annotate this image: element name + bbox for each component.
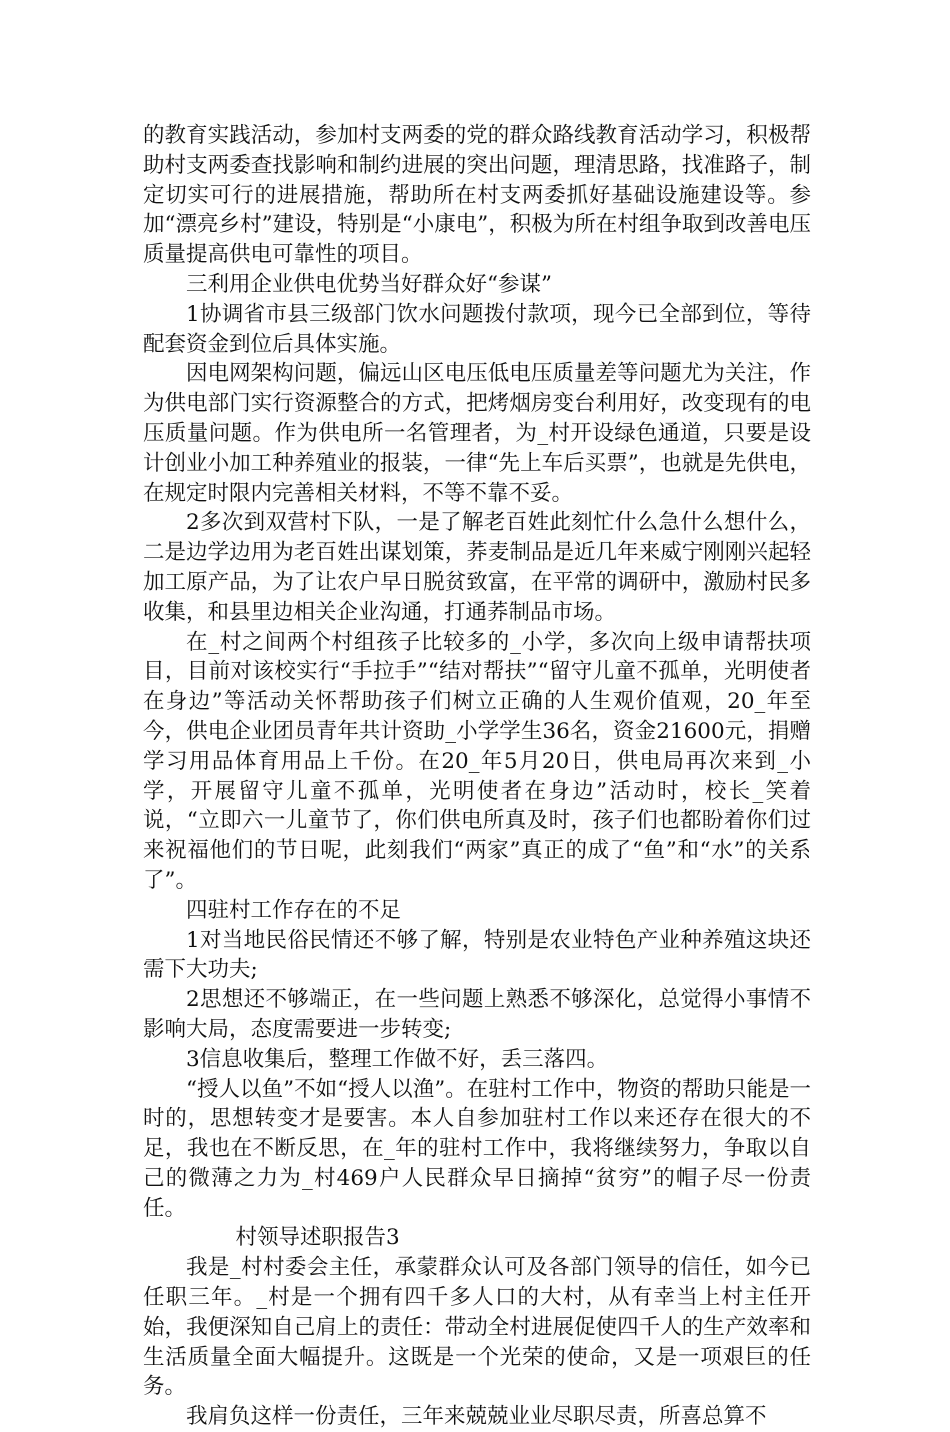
paragraph-continuation: 的教育实践活动，参加村支两委的党的群众路线教育活动学习，积极帮助村支两委查找影响和制约进展的突出问题，理清思路，找准路子，制定切实可行的进展措施，帮助所在村支两委抓好基础设施建设等。参加“漂亮乡村”建设，特别是“小康电”，积极为所在村组争取到改善电压质量提高供电可靠性的项目。: [143, 123, 811, 268]
paragraph-report-intro: 我是_村村委会主任，承蒙群众认可及各部门领导的信任，如今已任职三年。_村是一个拥有四千多人口的大村，从有幸当上村主任开始，我便深知自己肩上的责任：带动全村进展促使四千人的生产效率和生活质量全面大幅提升。这既是一个光荣的使命，又是一项艰巨的任务。: [143, 1255, 811, 1400]
section-heading-4: 四驻村工作存在的不足: [186, 897, 402, 923]
paragraph-grid-structure: 因电网架构问题，偏远山区电压低电压质量差等问题尤为关注，作为供电部门实行资源整合的方式，把烤烟房变台利用好，改变现有的电压质量问题。作为供电所一名管理者，为_村开设绿色通道，只要是设计创业小加工种养殖业的报装，一律“先上车后买票”，也就是先供电，在规定时限内完善相关材料，不等不靠不妥。: [143, 361, 811, 506]
paragraph-item-1: 1协调省市县三级部门饮水问题拨付款项，现今已全部到位，等待配套资金到位后具体实施。: [143, 301, 811, 357]
section-heading-3: 三利用企业供电优势当好群众好“参谋”: [186, 271, 552, 297]
paragraph-report-continued: 我肩负这样一份责任，三年来兢兢业业尽职尽责，所喜总算不: [186, 1404, 767, 1430]
report-title: 村领导述职报告3: [235, 1225, 400, 1251]
paragraph-shortcoming-2: 2思想还不够端正，在一些问题上熟悉不够深化，总觉得小事情不影响大局，态度需要进一步转变;: [143, 987, 811, 1042]
paragraph-shortcoming-1: 1对当地民俗民情还不够了解，特别是农业特色产业种养殖这块还需下大功夫;: [143, 927, 811, 983]
paragraph-item-2: 2多次到双营村下队，一是了解老百姓此刻忙什么急什么想什么，二是边学边用为老百姓出谋划策，荞麦制品是近几年来威宁刚刚兴起轻加工原产品，为了让农户早日脱贫致富，在平常的调研中，激励村民多收集，和县里边相关企业沟通，打通荞制品市场。: [143, 510, 811, 625]
paragraph-school-support: 在_村之间两个村组孩子比较多的_小学，多次向上级申请帮扶项目，目前对该校实行“手拉手”“结对帮扶”“留守儿童不孤单，光明使者在身边”等活动关怀帮助孩子们树立正确的人生观价值观，20_年至今，供电企业团员青年共计资助_小学学生36名，资金21600元，捐赠学习用品体育用品上千份。在20_年5月20日，供电局再次来到_小学，开展留守儿童不孤单，光明使者在身边”活动时，校长_笑着说，“立即六一儿童节了，你们供电所真及时，孩子们也都盼着你们过来祝福他们的节日呢，此刻我们“两家”真正的成了“鱼”和“水”的关系了”。: [143, 629, 811, 893]
paragraph-conclusion: “授人以鱼”不如“授人以渔”。在驻村工作中，物资的帮助只能是一时的，思想转变才是要害。本人自参加驻村工作以来还存在很大的不足，我也在不断反思，在_年的驻村工作中，我将继续努力，争取以自己的微薄之力为_村469户人民群众早日摘掉“贫穷”的帽子尽一份责任。: [143, 1076, 811, 1221]
paragraph-shortcoming-3: 3信息收集后，整理工作做不好，丢三落四。: [186, 1046, 609, 1072]
document-page: [143, 121, 811, 1432]
